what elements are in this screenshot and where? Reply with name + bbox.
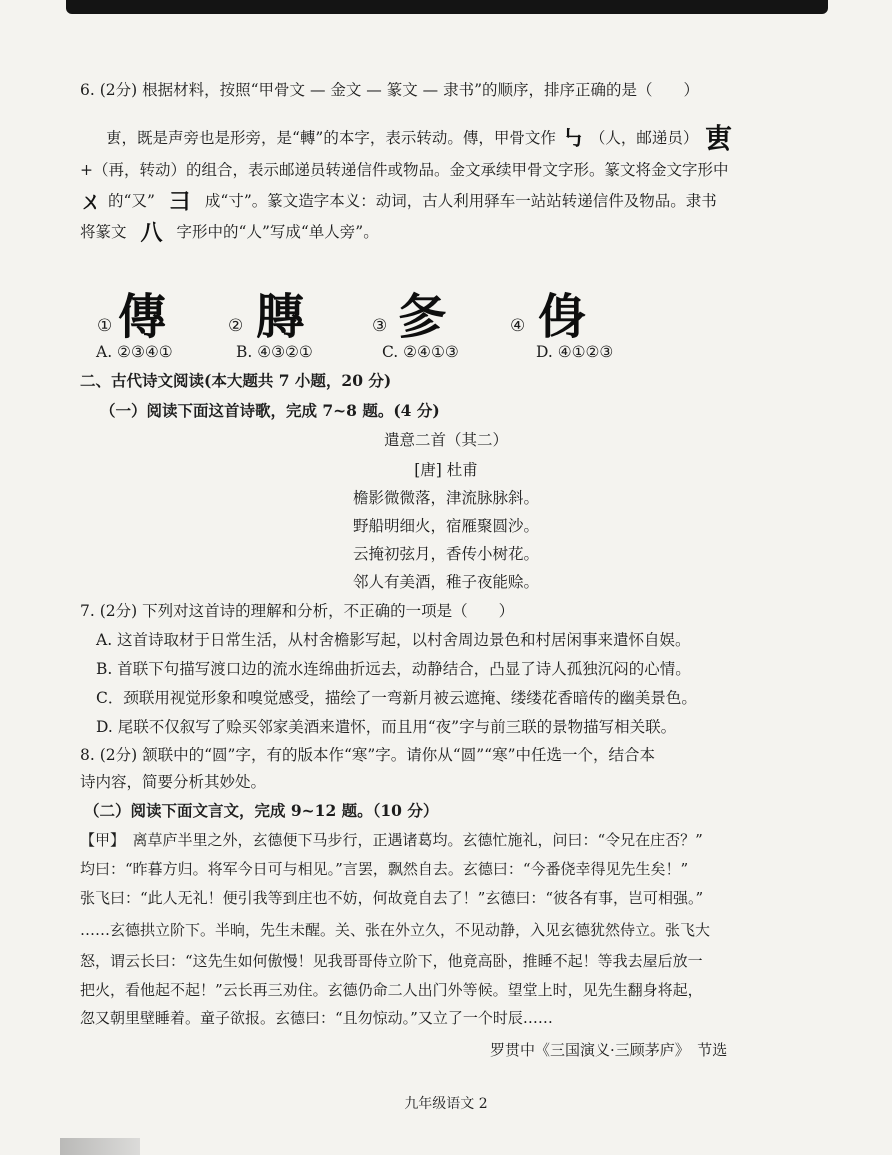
q6-para-line-4 [80, 220, 379, 246]
sample-number-1: ① [97, 316, 113, 336]
sample-number-2: ② [228, 316, 244, 336]
sample-glyph-3: 㣊 [398, 289, 445, 345]
q7-stem: 7. (2分) 下列对这首诗的理解和分析，不正确的一项是（ ） [80, 602, 515, 620]
passage-line-5: 怒，谓云长曰：“这先生如何傲慢！见我哥哥侍立阶下，他竟高卧，推睡不起！等我去屋后放一 [80, 952, 703, 970]
q7-option-a: A. 这首诗取材于日常生活，从村舍檐影写起，以村舍周边景色和村居闲事来遣怀自娱。 [96, 631, 691, 649]
page-footer: 九年级语文 2 [404, 1096, 488, 1112]
q6-text: 成“寸”。篆文造字本义：动词，古人利用驿车一站站转递信件及物品。隶书 [204, 192, 717, 210]
passage-source: 罗贯中《三国演义·三顾茅庐》 节选 [490, 1041, 728, 1059]
q6-text: 字形中的“人”写成“单人旁”。 [176, 223, 379, 241]
passage-line-2: 均曰：“昨暮方归。将军今日可与相见。”言罢，飘然自去。玄德曰：“今番侥幸得见先生矣！” [80, 860, 689, 878]
passage-line-4: ……玄德拱立阶下。半晌，先生未醒。关、张在外立久，不见动静，入见玄德犹然侍立。张飞大 [80, 921, 711, 939]
you-glyph: ㄨ [80, 189, 103, 215]
q6-option-b: B. ④③②① [236, 343, 313, 361]
oracle-zhuan-glyph: 叀 [704, 122, 733, 155]
poem-line-2: 野船明细火，宿雁聚圆沙。 [352, 517, 539, 535]
section-2-title: 二、古代诗文阅读(本大题共 7 小题，20 分) [80, 371, 392, 390]
q6-text: 将篆文 [80, 223, 127, 241]
sample-number-4: ④ [510, 316, 526, 336]
q6-para-line-2: +（再，转动）的组合，表示邮递员转递信件或物品。金文承续甲骨文字形。篆文将金文字形中 [80, 161, 729, 179]
passage-line-1: 【甲】 离草庐半里之外，玄德便下马步行，正遇诸葛均。玄德忙施礼，问曰：“令兄在庄否？” [80, 831, 703, 849]
q7-option-d: D. 尾联不仅叙写了赊买邻家美酒来遣怀，而且用“夜”字与前三联的景物描写相关联。 [96, 718, 677, 736]
passage-line-3: 张飞曰：“此人无礼！便引我等到庄也不妨，何故竟自去了！”玄德曰：“彼各有事，岂可相强。” [80, 889, 704, 907]
q8-line-1: 8. (2分) 颔联中的“圆”字，有的版本作“寒”字。请你从“圆”“寒”中任选一个，结合本 [80, 746, 655, 764]
q6-option-c: C. ②④①③ [382, 343, 459, 361]
q7-option-c: C．颈联用视觉形象和嗅觉感受，描绘了一弯新月被云遮掩、缕缕花香暗传的幽美景色。 [96, 689, 697, 707]
sample-number-3: ③ [372, 316, 388, 336]
cun-glyph: 彐 [168, 189, 191, 215]
oracle-ren-glyph: ㇉ [561, 126, 584, 152]
q6-option-a: A. ②③④① [96, 343, 173, 361]
poem-line-4: 邻人有美酒，稚子夜能赊。 [352, 573, 539, 591]
q6-text: 的“又” [108, 192, 155, 210]
passage-line-7: 忽又朝里壁睡着。童子欲报。玄德曰：“且勿惊动。”又立了一个时辰…… [80, 1009, 553, 1027]
sample-glyph-1: 傳 [118, 289, 165, 345]
q6-option-d: D. ④①②③ [536, 343, 614, 361]
q6-stem: 6. (2分) 根据材料，按照“甲骨文 — 金文 — 篆文 — 隶书”的顺序，排序正确的是（ ） [80, 81, 700, 99]
q7-option-b: B. 首联下句描写渡口边的流水连绵曲折远去，动静结合，凸显了诗人孤独沉闷的心情。 [96, 660, 691, 678]
seal-glyph: 八 [140, 220, 163, 246]
q6-text: （人，邮递员） [589, 129, 699, 147]
poem-author: [唐] 杜甫 [414, 461, 478, 479]
sample-glyph-4: 㑗 [538, 289, 585, 345]
q6-para-line-1 [106, 122, 733, 155]
passage-line-6: 把火，看他起不起！”云长再三劝住。玄德仍命二人出门外等候。望堂上时，见先生翻身将起， [80, 981, 703, 999]
section-2b-title: （二）阅读下面文言文，完成 9~12 题。（10 分） [84, 801, 439, 820]
section-2-subtitle: （一）阅读下面这首诗歌，完成 7~8 题。(4 分) [100, 401, 440, 420]
scan-edge-mark [60, 1138, 140, 1155]
poem-line-1: 檐影微微落，津流脉脉斜。 [352, 489, 539, 507]
poem-title: 遣意二首（其二） [383, 431, 508, 449]
q6-text: 叀，既是声旁也是形旁，是“轉”的本字，表示转动。傳，甲骨文作 [106, 129, 556, 147]
q6-para-line-3 [80, 189, 717, 215]
poem-line-3: 云掩初弦月，香传小树花。 [352, 545, 539, 563]
q8-line-2: 诗内容，简要分析其妙处。 [80, 773, 267, 791]
scan-top-edge [66, 0, 828, 14]
sample-glyph-2: 膞 [256, 289, 303, 345]
